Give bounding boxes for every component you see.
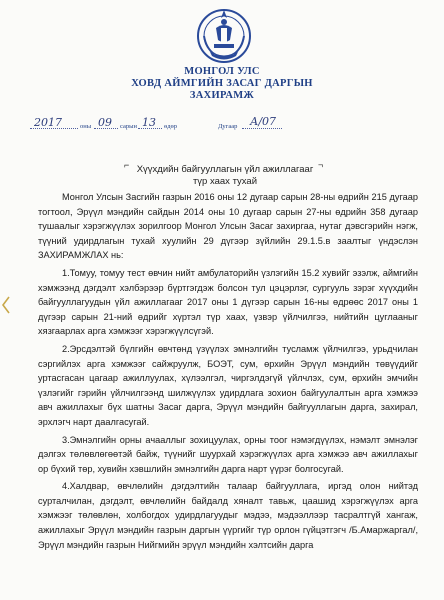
state-emblem-icon <box>196 6 252 64</box>
margin-arrow-icon <box>2 296 10 314</box>
day-label: өдөр <box>164 123 178 130</box>
header-country: МОНГОЛ УЛС <box>184 66 260 77</box>
day-value: 13 <box>142 116 156 129</box>
order-item-1: 1.Томуу, томуу тест өвчин нийт амбулаторийн үзлэгийн 15.2 хувийг эзэлж, аймгийн хэмжээнд дэгдэлт хэлбэрээр бүртгэгдэж болсон тул цэцэрлэг, сургууль зэрэг хүүхдийн байгууллагуудын үйл ажиллагааг 2017 оны 1 дүгээр сарын 16-ны өдрөөс 2017 оны 1 дүгээр сарын 21-ний өдрийг хүртэл түр хаах, үзвэр үйлчилгээ, нийтийн цуглааныг хязгаарлах арга хэмжээг хэрэгжүүлсүгэй. <box>38 267 418 337</box>
month-value: 09 <box>98 116 112 129</box>
title-line-2: түр хаах тухай <box>192 176 258 187</box>
order-item-2: 2.Эрсдэлтэй бүлгийн өвчтөнд үзүүлэх эмнэлгийн тусламж үйлчилгээ, урьдчилан сэргийлэх арга хэмжээг сайжруулж, БОЭТ, сум, өрхийн Эрүүл мэндийн төвүүдийг уртасгасан цагаар ажиллуулах, хүлээлгэл, чиргэлдэгүй үйлчлэх, сум, өрхийн эмчийн үзлэгийг гэрийн үйлчилгээнд шилжүүлэх удирдлага зохион байгуулалтын арга хэмжээ авч ажиллахыг бүх шатны Засаг дарга, Эрүүл мэндийн байгууллагын дарга, захирал, эрхлэгч нарт даалгасугай. <box>38 343 418 427</box>
order-item-3: 3.Эмнэлгийн орны ачааллыг зохицуулах, орны тоог нэмэгдүүлэх, нэмэлт эмнэлэг дэлгэх төлөвлөгөөтэй байж, түүнийг шуурхай хэрэгжүүлэх арга хэмжээ авч ажиллахыг ор бүхий төр, хувийн хэвшлийн эмнэлгийн дарга нарт үүрэг болгосугай. <box>38 434 418 474</box>
number-value: А/07 <box>250 115 277 128</box>
number-line <box>242 128 282 129</box>
header-document-type: ЗАХИРАМЖ <box>189 90 255 101</box>
order-item-4: 4.Халдвар, өвчлөлийн дэгдэлтийн талаар байгууллага, иргэд олон нийтэд сурталчилан, дэгдэлт, өвчлөлийн байдалд хяналт тавьж, цаашид хэрэгжүүлэх арга хэмжээг төлөвлөн, холбогдох удирдлагуудыг мэдээ, мэдээллээр тасралтгүй хангаж, ажиллахыг Эрүүл мэндийн газрын даргын үүргийг түр орлон гүйцэтгэгч /Б.Амаржаргал/, Эрүүл мэндийн газрын Нийгмийн эрүүл мэндийн хэлтсийн дарга <box>38 481 418 550</box>
number-label: Дугаар <box>218 123 238 130</box>
header-authority: ХОВД АЙМГИЙН ЗАСАГ ДАРГЫН <box>131 78 313 89</box>
month-label: сарын <box>120 123 137 130</box>
title-corner-left: ⌐ <box>124 160 130 170</box>
document-body <box>38 190 418 555</box>
document-title <box>120 164 330 188</box>
title-line-1: Хүүхдийн байгууллагын үйл ажиллагааг <box>136 164 314 175</box>
year-value: 2017 <box>34 116 62 129</box>
preamble-paragraph: Монгол Улсын Засгийн газрын 2016 оны 12 дугаар сарын 28-ны өдрийн 215 дугаар тогтоол, Эрүүл мэндийн сайдын 2014 оны 10 дугаар сарын 27-ны өдрийн 358 дугаар тушаалыг хэрэгжүүлэх зорилгоор Монгол Улсын Засаг захиргаа, нутаг дэвсгэрийн нэгж, түүний удирдлагын тухай хуулийн 29 дүгээр зүйлийн 29.1.5.в заалтыг үндэслэн ЗАХИРАМЖЛАХ нь: <box>38 192 418 261</box>
title-corner-right: ¬ <box>318 160 324 170</box>
year-label: оны <box>80 123 92 130</box>
